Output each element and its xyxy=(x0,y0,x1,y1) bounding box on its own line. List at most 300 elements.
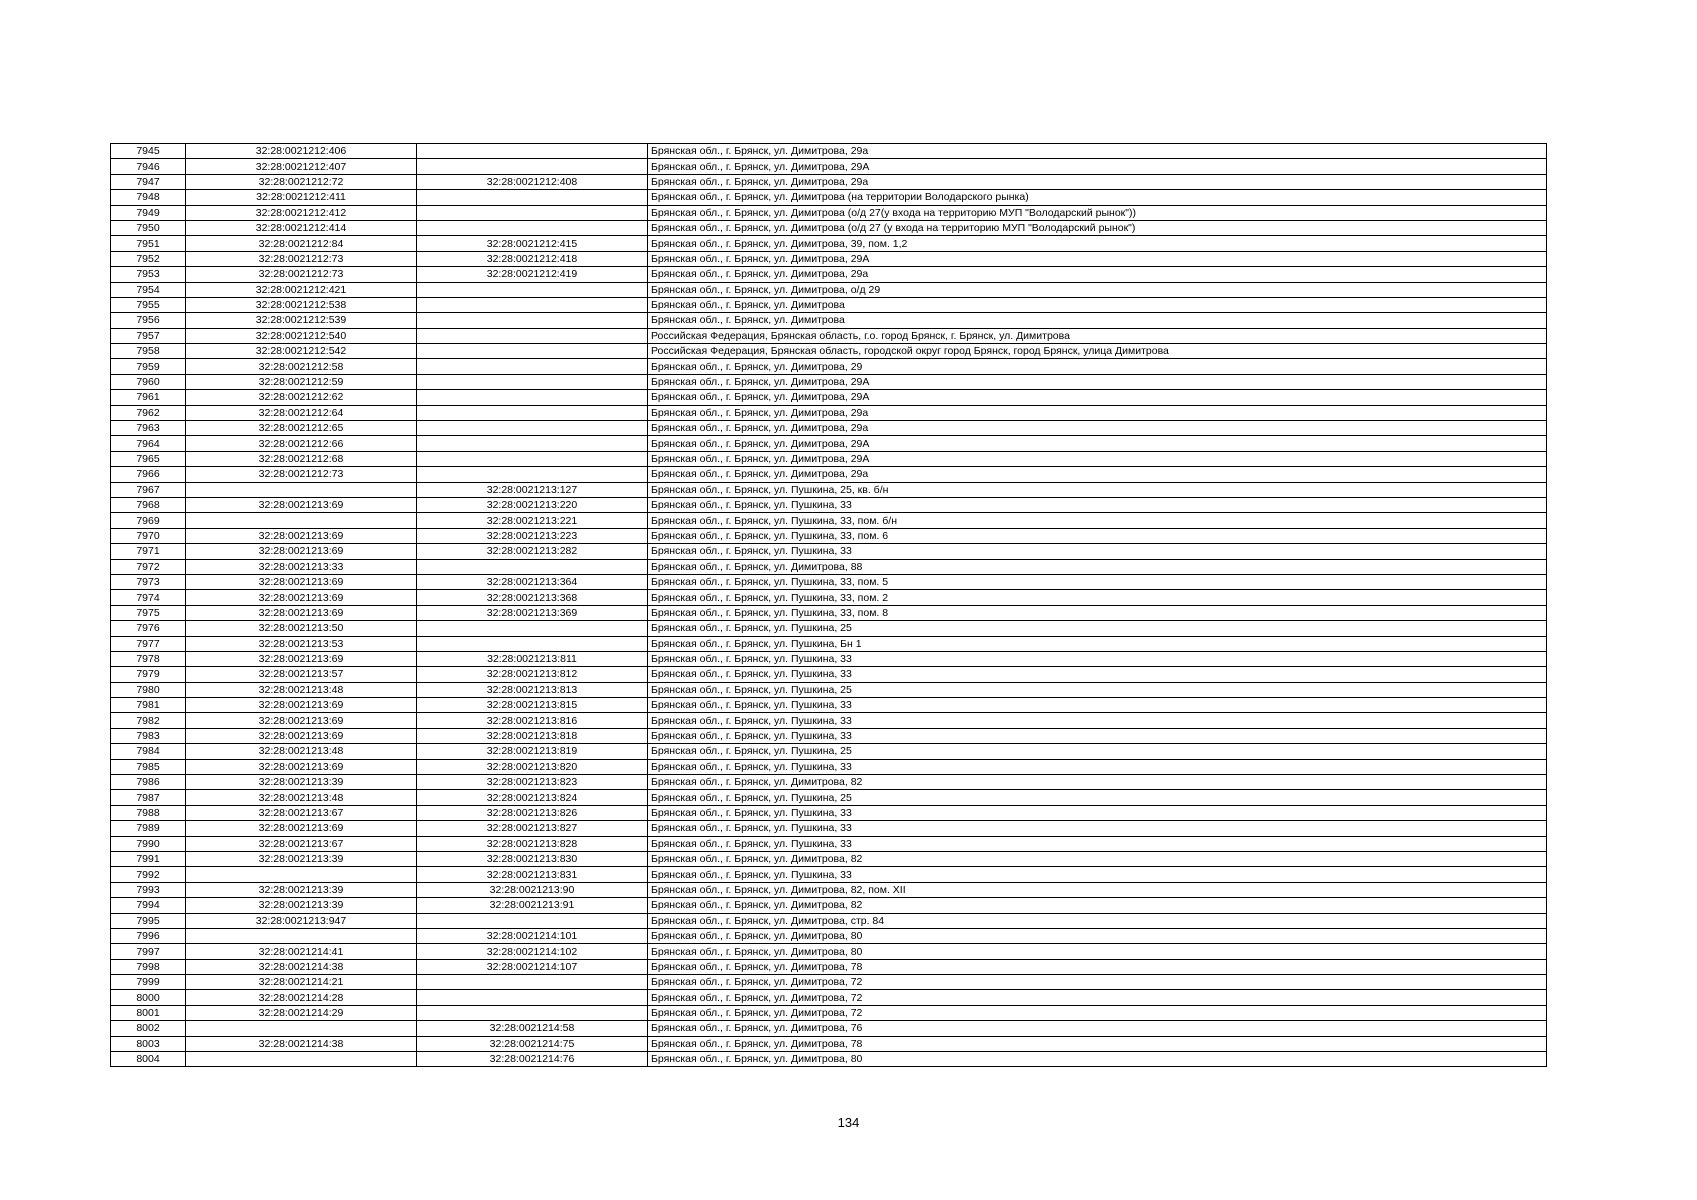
cadastral-number-cell: 32:28:0021212:73 xyxy=(186,267,417,282)
cadastral-number-cell: 32:28:0021213:67 xyxy=(186,836,417,851)
table-row xyxy=(111,513,1547,528)
related-cadastral-number-cell xyxy=(417,205,648,220)
related-cadastral-number-cell: 32:28:0021214:101 xyxy=(417,928,648,943)
address-cell: Брянская обл., г. Брянск, ул. Пушкина, 25 xyxy=(648,621,1547,636)
row-number-cell: 7980 xyxy=(111,682,186,697)
related-cadastral-number-cell xyxy=(417,913,648,928)
row-number-cell: 7985 xyxy=(111,759,186,774)
cadastral-number-cell: 32:28:0021213:69 xyxy=(186,698,417,713)
table-row xyxy=(111,621,1547,636)
records-table xyxy=(110,143,1547,1067)
related-cadastral-number-cell: 32:28:0021213:812 xyxy=(417,667,648,682)
address-cell: Брянская обл., г. Брянск, ул. Пушкина, 33 xyxy=(648,867,1547,882)
table-row xyxy=(111,344,1547,359)
related-cadastral-number-cell: 32:28:0021213:819 xyxy=(417,744,648,759)
row-number-cell: 7999 xyxy=(111,975,186,990)
address-cell: Брянская обл., г. Брянск, ул. Пушкина, 25 xyxy=(648,744,1547,759)
address-cell: Брянская обл., г. Брянск, ул. Пушкина, 25 xyxy=(648,790,1547,805)
related-cadastral-number-cell: 32:28:0021213:221 xyxy=(417,513,648,528)
table-row xyxy=(111,374,1547,389)
cadastral-number-cell: 32:28:0021212:542 xyxy=(186,344,417,359)
address-cell: Брянская обл., г. Брянск, ул. Димитрова, 78 xyxy=(648,959,1547,974)
row-number-cell: 7958 xyxy=(111,344,186,359)
row-number-cell: 7959 xyxy=(111,359,186,374)
row-number-cell: 7964 xyxy=(111,436,186,451)
cadastral-number-cell: 32:28:0021212:73 xyxy=(186,251,417,266)
address-cell: Брянская обл., г. Брянск, ул. Димитрова, о/д 29 xyxy=(648,282,1547,297)
related-cadastral-number-cell xyxy=(417,405,648,420)
address-cell: Брянская обл., г. Брянск, ул. Димитрова (о/д 27 (у входа на территорию МУП "Володарский рынок") xyxy=(648,220,1547,235)
address-cell: Брянская обл., г. Брянск, ул. Димитрова, 72 xyxy=(648,1005,1547,1020)
table-row xyxy=(111,436,1547,451)
cadastral-number-cell xyxy=(186,928,417,943)
cadastral-number-cell: 32:28:0021214:38 xyxy=(186,1036,417,1051)
address-cell: Брянская обл., г. Брянск, ул. Пушкина, 25, кв. б/н xyxy=(648,482,1547,497)
cadastral-number-cell: 32:28:0021212:414 xyxy=(186,220,417,235)
table-row xyxy=(111,667,1547,682)
related-cadastral-number-cell: 32:28:0021212:418 xyxy=(417,251,648,266)
row-number-cell: 8000 xyxy=(111,990,186,1005)
address-cell: Брянская обл., г. Брянск, ул. Димитрова xyxy=(648,313,1547,328)
cadastral-number-cell: 32:28:0021212:62 xyxy=(186,390,417,405)
cadastral-number-cell: 32:28:0021212:421 xyxy=(186,282,417,297)
row-number-cell: 7972 xyxy=(111,559,186,574)
address-cell: Брянская обл., г. Брянск, ул. Пушкина, 33 xyxy=(648,821,1547,836)
related-cadastral-number-cell xyxy=(417,359,648,374)
related-cadastral-number-cell: 32:28:0021213:223 xyxy=(417,528,648,543)
row-number-cell: 7978 xyxy=(111,651,186,666)
table-row xyxy=(111,159,1547,174)
related-cadastral-number-cell xyxy=(417,990,648,1005)
cadastral-number-cell: 32:28:0021212:73 xyxy=(186,467,417,482)
address-cell: Брянская обл., г. Брянск, ул. Димитрова, 29а xyxy=(648,144,1547,159)
cadastral-number-cell: 32:28:0021212:407 xyxy=(186,159,417,174)
address-cell: Брянская обл., г. Брянск, ул. Димитрова, 82, пом. XII xyxy=(648,882,1547,897)
related-cadastral-number-cell xyxy=(417,636,648,651)
table-row xyxy=(111,236,1547,251)
table-row xyxy=(111,1005,1547,1020)
row-number-cell: 7979 xyxy=(111,667,186,682)
related-cadastral-number-cell: 32:28:0021214:102 xyxy=(417,944,648,959)
cadastral-number-cell: 32:28:0021213:69 xyxy=(186,590,417,605)
table-row xyxy=(111,297,1547,312)
cadastral-number-cell: 32:28:0021212:64 xyxy=(186,405,417,420)
row-number-cell: 7998 xyxy=(111,959,186,974)
related-cadastral-number-cell: 32:28:0021213:369 xyxy=(417,605,648,620)
row-number-cell: 7949 xyxy=(111,205,186,220)
cadastral-number-cell: 32:28:0021213:50 xyxy=(186,621,417,636)
cadastral-number-cell: 32:28:0021212:65 xyxy=(186,421,417,436)
cadastral-number-cell: 32:28:0021212:84 xyxy=(186,236,417,251)
row-number-cell: 7962 xyxy=(111,405,186,420)
address-cell: Брянская обл., г. Брянск, ул. Пушкина, 33, пом. 2 xyxy=(648,590,1547,605)
cadastral-number-cell xyxy=(186,482,417,497)
related-cadastral-number-cell xyxy=(417,144,648,159)
table-row xyxy=(111,775,1547,790)
address-cell: Брянская обл., г. Брянск, ул. Димитрова, 78 xyxy=(648,1036,1547,1051)
related-cadastral-number-cell xyxy=(417,190,648,205)
row-number-cell: 7989 xyxy=(111,821,186,836)
table-row xyxy=(111,759,1547,774)
table-row xyxy=(111,574,1547,589)
table-row xyxy=(111,451,1547,466)
related-cadastral-number-cell: 32:28:0021213:282 xyxy=(417,544,648,559)
address-cell: Брянская обл., г. Брянск, ул. Пушкина, Бн 1 xyxy=(648,636,1547,651)
table-row xyxy=(111,251,1547,266)
address-cell: Брянская обл., г. Брянск, ул. Димитрова, 29а xyxy=(648,267,1547,282)
related-cadastral-number-cell: 32:28:0021213:831 xyxy=(417,867,648,882)
table-row xyxy=(111,975,1547,990)
related-cadastral-number-cell xyxy=(417,374,648,389)
address-cell: Брянская обл., г. Брянск, ул. Димитрова, стр. 84 xyxy=(648,913,1547,928)
cadastral-number-cell: 32:28:0021213:69 xyxy=(186,759,417,774)
cadastral-number-cell: 32:28:0021213:69 xyxy=(186,728,417,743)
cadastral-number-cell: 32:28:0021213:69 xyxy=(186,528,417,543)
table-row xyxy=(111,390,1547,405)
cadastral-number-cell: 32:28:0021214:21 xyxy=(186,975,417,990)
related-cadastral-number-cell: 32:28:0021213:364 xyxy=(417,574,648,589)
cadastral-number-cell: 32:28:0021212:59 xyxy=(186,374,417,389)
row-number-cell: 7966 xyxy=(111,467,186,482)
table-row xyxy=(111,313,1547,328)
address-cell: Брянская обл., г. Брянск, ул. Димитрова, 82 xyxy=(648,851,1547,866)
table-row xyxy=(111,528,1547,543)
row-number-cell: 7963 xyxy=(111,421,186,436)
related-cadastral-number-cell xyxy=(417,1005,648,1020)
table-row xyxy=(111,590,1547,605)
address-cell: Брянская обл., г. Брянск, ул. Димитрова, 39, пом. 1,2 xyxy=(648,236,1547,251)
row-number-cell: 7983 xyxy=(111,728,186,743)
table-row xyxy=(111,651,1547,666)
cadastral-number-cell: 32:28:0021213:67 xyxy=(186,805,417,820)
address-cell: Брянская обл., г. Брянск, ул. Димитрова (на территории Володарского рынка) xyxy=(648,190,1547,205)
cadastral-number-cell xyxy=(186,1052,417,1067)
cadastral-number-cell: 32:28:0021212:538 xyxy=(186,297,417,312)
table-row xyxy=(111,898,1547,913)
address-cell: Брянская обл., г. Брянск, ул. Пушкина, 33 xyxy=(648,497,1547,512)
cadastral-number-cell: 32:28:0021212:412 xyxy=(186,205,417,220)
table-row xyxy=(111,220,1547,235)
address-cell: Брянская обл., г. Брянск, ул. Пушкина, 33 xyxy=(648,728,1547,743)
row-number-cell: 7993 xyxy=(111,882,186,897)
cadastral-number-cell: 32:28:0021214:28 xyxy=(186,990,417,1005)
related-cadastral-number-cell: 32:28:0021213:815 xyxy=(417,698,648,713)
related-cadastral-number-cell: 32:28:0021212:408 xyxy=(417,174,648,189)
address-cell: Брянская обл., г. Брянск, ул. Димитрова, 29а xyxy=(648,421,1547,436)
address-cell: Брянская обл., г. Брянск, ул. Димитрова, 72 xyxy=(648,975,1547,990)
address-cell: Брянская обл., г. Брянск, ул. Димитрова, 72 xyxy=(648,990,1547,1005)
address-cell: Брянская обл., г. Брянск, ул. Димитрова, 29а xyxy=(648,405,1547,420)
cadastral-number-cell: 32:28:0021212:58 xyxy=(186,359,417,374)
cadastral-number-cell: 32:28:0021213:53 xyxy=(186,636,417,651)
related-cadastral-number-cell xyxy=(417,467,648,482)
table-row xyxy=(111,544,1547,559)
related-cadastral-number-cell: 32:28:0021214:76 xyxy=(417,1052,648,1067)
address-cell: Брянская обл., г. Брянск, ул. Димитрова, 29А xyxy=(648,390,1547,405)
row-number-cell: 7969 xyxy=(111,513,186,528)
table-row xyxy=(111,1052,1547,1067)
table-row xyxy=(111,990,1547,1005)
row-number-cell: 7970 xyxy=(111,528,186,543)
address-cell: Брянская обл., г. Брянск, ул. Пушкина, 33, пом. 8 xyxy=(648,605,1547,620)
cadastral-number-cell xyxy=(186,867,417,882)
row-number-cell: 7968 xyxy=(111,497,186,512)
cadastral-number-cell: 32:28:0021213:69 xyxy=(186,544,417,559)
address-cell: Брянская обл., г. Брянск, ул. Димитрова, 29А xyxy=(648,451,1547,466)
table-row xyxy=(111,836,1547,851)
table-row xyxy=(111,805,1547,820)
table-row xyxy=(111,405,1547,420)
cadastral-number-cell: 32:28:0021213:69 xyxy=(186,497,417,512)
related-cadastral-number-cell xyxy=(417,436,648,451)
cadastral-number-cell xyxy=(186,513,417,528)
related-cadastral-number-cell: 32:28:0021213:91 xyxy=(417,898,648,913)
address-cell: Брянская обл., г. Брянск, ул. Димитрова, 29 xyxy=(648,359,1547,374)
address-cell: Брянская обл., г. Брянск, ул. Пушкина, 33 xyxy=(648,759,1547,774)
address-cell: Брянская обл., г. Брянск, ул. Димитрова, 29А xyxy=(648,251,1547,266)
address-cell: Российская Федерация, Брянская область, г.о. город Брянск, г. Брянск, ул. Димитрова xyxy=(648,328,1547,343)
row-number-cell: 7994 xyxy=(111,898,186,913)
address-cell: Брянская обл., г. Брянск, ул. Пушкина, 25 xyxy=(648,682,1547,697)
address-cell: Брянская обл., г. Брянск, ул. Пушкина, 33 xyxy=(648,651,1547,666)
row-number-cell: 7990 xyxy=(111,836,186,851)
address-cell: Брянская обл., г. Брянск, ул. Пушкина, 33 xyxy=(648,713,1547,728)
related-cadastral-number-cell: 32:28:0021212:419 xyxy=(417,267,648,282)
row-number-cell: 7955 xyxy=(111,297,186,312)
related-cadastral-number-cell: 32:28:0021213:827 xyxy=(417,821,648,836)
cadastral-number-cell: 32:28:0021214:41 xyxy=(186,944,417,959)
row-number-cell: 7991 xyxy=(111,851,186,866)
row-number-cell: 7981 xyxy=(111,698,186,713)
table-row xyxy=(111,713,1547,728)
row-number-cell: 7973 xyxy=(111,574,186,589)
address-cell: Брянская обл., г. Брянск, ул. Пушкина, 33, пом. 6 xyxy=(648,528,1547,543)
row-number-cell: 7956 xyxy=(111,313,186,328)
cadastral-number-cell: 32:28:0021213:39 xyxy=(186,882,417,897)
cadastral-number-cell: 32:28:0021213:69 xyxy=(186,605,417,620)
row-number-cell: 7982 xyxy=(111,713,186,728)
table-row xyxy=(111,328,1547,343)
row-number-cell: 7961 xyxy=(111,390,186,405)
address-cell: Брянская обл., г. Брянск, ул. Димитрова xyxy=(648,297,1547,312)
table-row xyxy=(111,959,1547,974)
cadastral-number-cell: 32:28:0021212:68 xyxy=(186,451,417,466)
row-number-cell: 7948 xyxy=(111,190,186,205)
row-number-cell: 7974 xyxy=(111,590,186,605)
table-row xyxy=(111,698,1547,713)
related-cadastral-number-cell: 32:28:0021214:107 xyxy=(417,959,648,974)
row-number-cell: 7971 xyxy=(111,544,186,559)
related-cadastral-number-cell xyxy=(417,421,648,436)
table-row xyxy=(111,144,1547,159)
related-cadastral-number-cell: 32:28:0021213:826 xyxy=(417,805,648,820)
table-row xyxy=(111,267,1547,282)
row-number-cell: 7950 xyxy=(111,220,186,235)
address-cell: Брянская обл., г. Брянск, ул. Пушкина, 33 xyxy=(648,667,1547,682)
related-cadastral-number-cell: 32:28:0021213:824 xyxy=(417,790,648,805)
cadastral-number-cell: 32:28:0021212:66 xyxy=(186,436,417,451)
address-cell: Брянская обл., г. Брянск, ул. Димитрова, 29а xyxy=(648,174,1547,189)
related-cadastral-number-cell xyxy=(417,451,648,466)
related-cadastral-number-cell: 32:28:0021213:811 xyxy=(417,651,648,666)
related-cadastral-number-cell: 32:28:0021213:90 xyxy=(417,882,648,897)
cadastral-number-cell: 32:28:0021212:540 xyxy=(186,328,417,343)
row-number-cell: 7976 xyxy=(111,621,186,636)
table-row xyxy=(111,559,1547,574)
address-cell: Брянская обл., г. Брянск, ул. Пушкина, 33 xyxy=(648,698,1547,713)
address-cell: Брянская обл., г. Брянск, ул. Димитрова, 76 xyxy=(648,1021,1547,1036)
related-cadastral-number-cell xyxy=(417,159,648,174)
row-number-cell: 8004 xyxy=(111,1052,186,1067)
table-row xyxy=(111,1036,1547,1051)
cadastral-number-cell: 32:28:0021213:69 xyxy=(186,821,417,836)
related-cadastral-number-cell: 32:28:0021213:820 xyxy=(417,759,648,774)
row-number-cell: 7997 xyxy=(111,944,186,959)
cadastral-number-cell: 32:28:0021213:39 xyxy=(186,898,417,913)
table-row xyxy=(111,482,1547,497)
table-row xyxy=(111,913,1547,928)
related-cadastral-number-cell xyxy=(417,621,648,636)
row-number-cell: 7987 xyxy=(111,790,186,805)
row-number-cell: 7967 xyxy=(111,482,186,497)
table-row xyxy=(111,605,1547,620)
address-cell: Брянская обл., г. Брянск, ул. Пушкина, 33 xyxy=(648,544,1547,559)
table-row xyxy=(111,205,1547,220)
table-row xyxy=(111,421,1547,436)
cadastral-number-cell: 32:28:0021214:38 xyxy=(186,959,417,974)
related-cadastral-number-cell: 32:28:0021213:823 xyxy=(417,775,648,790)
address-cell: Брянская обл., г. Брянск, ул. Димитрова, 29А xyxy=(648,159,1547,174)
address-cell: Брянская обл., г. Брянск, ул. Димитрова, 82 xyxy=(648,898,1547,913)
address-cell: Брянская обл., г. Брянск, ул. Димитрова, 29А xyxy=(648,436,1547,451)
row-number-cell: 7986 xyxy=(111,775,186,790)
cadastral-number-cell: 32:28:0021213:48 xyxy=(186,790,417,805)
table-row xyxy=(111,928,1547,943)
row-number-cell: 7984 xyxy=(111,744,186,759)
address-cell: Брянская обл., г. Брянск, ул. Димитрова (о/д 27(у входа на территорию МУП "Володарский рынок")) xyxy=(648,205,1547,220)
related-cadastral-number-cell xyxy=(417,220,648,235)
page-number: 134 xyxy=(837,1115,860,1130)
row-number-cell: 8003 xyxy=(111,1036,186,1051)
cadastral-number-cell: 32:28:0021212:72 xyxy=(186,174,417,189)
row-number-cell: 7954 xyxy=(111,282,186,297)
address-cell: Брянская обл., г. Брянск, ул. Пушкина, 33, пом. б/н xyxy=(648,513,1547,528)
row-number-cell: 8001 xyxy=(111,1005,186,1020)
row-number-cell: 7953 xyxy=(111,267,186,282)
cadastral-number-cell xyxy=(186,1021,417,1036)
row-number-cell: 7945 xyxy=(111,144,186,159)
address-cell: Брянская обл., г. Брянск, ул. Димитрова, 80 xyxy=(648,928,1547,943)
row-number-cell: 7957 xyxy=(111,328,186,343)
row-number-cell: 7960 xyxy=(111,374,186,389)
address-cell: Брянская обл., г. Брянск, ул. Димитрова, 80 xyxy=(648,944,1547,959)
cadastral-number-cell: 32:28:0021213:33 xyxy=(186,559,417,574)
cadastral-number-cell: 32:28:0021213:69 xyxy=(186,713,417,728)
related-cadastral-number-cell xyxy=(417,297,648,312)
related-cadastral-number-cell: 32:28:0021213:368 xyxy=(417,590,648,605)
related-cadastral-number-cell: 32:28:0021213:220 xyxy=(417,497,648,512)
table-row xyxy=(111,282,1547,297)
table-row xyxy=(111,944,1547,959)
row-number-cell: 7988 xyxy=(111,805,186,820)
cadastral-number-cell: 32:28:0021213:57 xyxy=(186,667,417,682)
table-row xyxy=(111,790,1547,805)
row-number-cell: 7951 xyxy=(111,236,186,251)
related-cadastral-number-cell: 32:28:0021213:813 xyxy=(417,682,648,697)
related-cadastral-number-cell: 32:28:0021213:816 xyxy=(417,713,648,728)
cadastral-number-cell: 32:28:0021212:406 xyxy=(186,144,417,159)
related-cadastral-number-cell xyxy=(417,282,648,297)
cadastral-number-cell: 32:28:0021213:48 xyxy=(186,682,417,697)
table-row xyxy=(111,851,1547,866)
row-number-cell: 7947 xyxy=(111,174,186,189)
related-cadastral-number-cell xyxy=(417,559,648,574)
cadastral-number-cell: 32:28:0021213:947 xyxy=(186,913,417,928)
table-row xyxy=(111,682,1547,697)
row-number-cell: 7992 xyxy=(111,867,186,882)
address-cell: Брянская обл., г. Брянск, ул. Димитрова, 82 xyxy=(648,775,1547,790)
table-row xyxy=(111,867,1547,882)
related-cadastral-number-cell: 32:28:0021213:828 xyxy=(417,836,648,851)
cadastral-number-cell: 32:28:0021213:39 xyxy=(186,775,417,790)
related-cadastral-number-cell: 32:28:0021212:415 xyxy=(417,236,648,251)
row-number-cell: 8002 xyxy=(111,1021,186,1036)
cadastral-number-cell: 32:28:0021213:48 xyxy=(186,744,417,759)
table-row xyxy=(111,190,1547,205)
table-row xyxy=(111,359,1547,374)
related-cadastral-number-cell xyxy=(417,328,648,343)
related-cadastral-number-cell xyxy=(417,344,648,359)
cadastral-number-cell: 32:28:0021214:29 xyxy=(186,1005,417,1020)
table-row xyxy=(111,744,1547,759)
related-cadastral-number-cell: 32:28:0021214:75 xyxy=(417,1036,648,1051)
related-cadastral-number-cell xyxy=(417,390,648,405)
row-number-cell: 7965 xyxy=(111,451,186,466)
cadastral-number-cell: 32:28:0021213:69 xyxy=(186,574,417,589)
table-row xyxy=(111,636,1547,651)
table-row xyxy=(111,467,1547,482)
address-cell: Брянская обл., г. Брянск, ул. Димитрова, 80 xyxy=(648,1052,1547,1067)
address-cell: Брянская обл., г. Брянск, ул. Димитрова, 29А xyxy=(648,374,1547,389)
table-row xyxy=(111,728,1547,743)
table-row xyxy=(111,174,1547,189)
row-number-cell: 7946 xyxy=(111,159,186,174)
table-row xyxy=(111,882,1547,897)
related-cadastral-number-cell: 32:28:0021213:830 xyxy=(417,851,648,866)
row-number-cell: 7996 xyxy=(111,928,186,943)
address-cell: Брянская обл., г. Брянск, ул. Пушкина, 33, пом. 5 xyxy=(648,574,1547,589)
related-cadastral-number-cell: 32:28:0021213:127 xyxy=(417,482,648,497)
row-number-cell: 7952 xyxy=(111,251,186,266)
row-number-cell: 7995 xyxy=(111,913,186,928)
cadastral-number-cell: 32:28:0021213:39 xyxy=(186,851,417,866)
cadastral-number-cell: 32:28:0021212:411 xyxy=(186,190,417,205)
row-number-cell: 7975 xyxy=(111,605,186,620)
records-table-body xyxy=(111,144,1547,1067)
row-number-cell: 7977 xyxy=(111,636,186,651)
related-cadastral-number-cell: 32:28:0021214:58 xyxy=(417,1021,648,1036)
cadastral-number-cell: 32:28:0021212:539 xyxy=(186,313,417,328)
address-cell: Брянская обл., г. Брянск, ул. Пушкина, 33 xyxy=(648,805,1547,820)
address-cell: Российская Федерация, Брянская область, городской округ город Брянск, город Брянск, улица Димитрова xyxy=(648,344,1547,359)
address-cell: Брянская обл., г. Брянск, ул. Димитрова, 88 xyxy=(648,559,1547,574)
related-cadastral-number-cell xyxy=(417,313,648,328)
address-cell: Брянская обл., г. Брянск, ул. Пушкина, 33 xyxy=(648,836,1547,851)
table-row xyxy=(111,497,1547,512)
cadastral-number-cell: 32:28:0021213:69 xyxy=(186,651,417,666)
related-cadastral-number-cell: 32:28:0021213:818 xyxy=(417,728,648,743)
table-row xyxy=(111,821,1547,836)
